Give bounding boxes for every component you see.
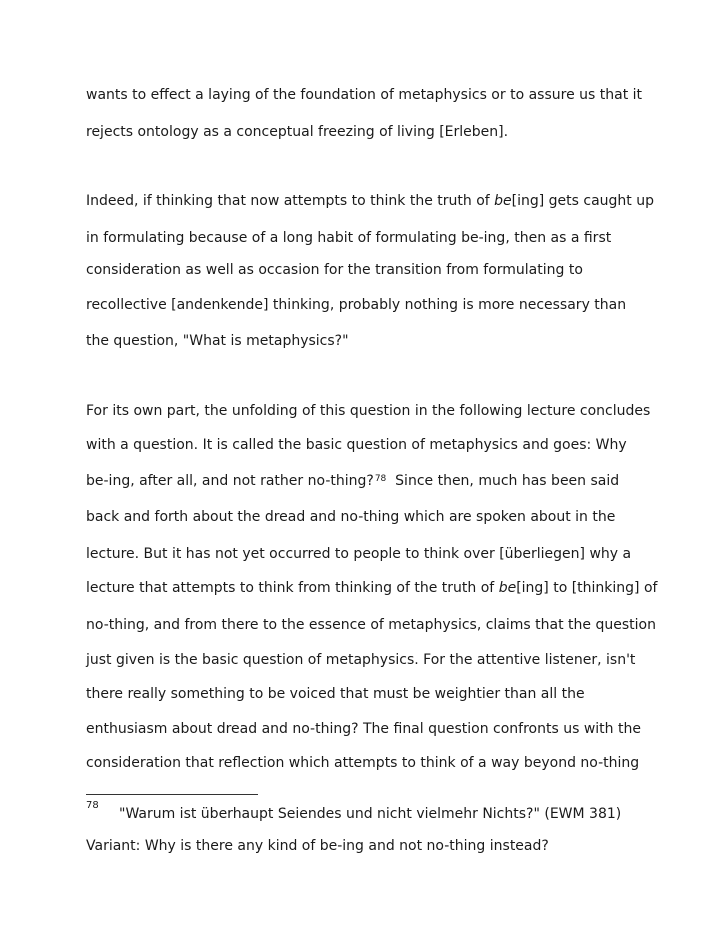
body-text-line: recollective [andenkende] thinking, probably nothing is more necessary than <box>86 297 627 313</box>
text-span: [ing] gets caught up <box>511 193 655 209</box>
body-text-line: For its own part, the unfolding of this question in the following lecture concludes <box>86 403 651 419</box>
footnote-number: 78 <box>86 800 99 811</box>
body-text-line <box>86 579 657 597</box>
body-text-line: just given is the basic question of metaphysics. For the attentive listener, isn't <box>86 652 636 668</box>
footnote-text: "Warum ist überhaupt Seiendes und nicht vielmehr Nichts?" (EWM 381) <box>119 806 622 822</box>
footnote-variant: Variant: Why is there any kind of be-ing and not no-thing instead? <box>86 838 549 854</box>
emphasis-be: be <box>498 580 517 596</box>
footnote-separator <box>86 794 258 795</box>
body-text-line: consideration that reflection which attempts to think of a way beyond no-thing <box>86 755 640 771</box>
body-text-line: in formulating because of a long habit of formulating be-ing, then as a first <box>86 230 612 246</box>
body-text-line: no-thing, and from there to the essence of metaphysics, claims that the question <box>86 617 656 633</box>
text-span: lecture that attempts to think from thinking of the truth of <box>86 580 499 596</box>
body-text-line: the question, "What is metaphysics?" <box>86 333 349 349</box>
text-span: be-ing, after all, and not rather no-thing? <box>86 473 374 489</box>
body-text-line: consideration as well as occasion for the transition from formulating to <box>86 262 583 278</box>
body-text-line: rejects ontology as a conceptual freezing of living [Erleben]. <box>86 124 509 140</box>
body-text-line: enthusiasm about dread and no-thing? The final question confronts us with the <box>86 721 641 737</box>
body-text-line: there really something to be voiced that must be weightier than all the <box>86 686 585 702</box>
footnote-reference[interactable]: 78 <box>374 474 387 484</box>
emphasis-be: be <box>494 193 512 209</box>
body-text-line: back and forth about the dread and no-thing which are spoken about in the <box>86 509 616 525</box>
body-text-line <box>86 472 619 490</box>
text-span: Since then, much has been said <box>386 473 620 489</box>
text-span: Indeed, if thinking that now attempts to think the truth of <box>86 193 495 209</box>
body-text-line <box>86 192 654 210</box>
body-text-line: wants to effect a laying of the foundation of metaphysics or to assure us that it <box>86 87 643 103</box>
body-text-line: with a question. It is called the basic question of metaphysics and goes: Why <box>86 437 627 453</box>
text-span: [ing] to [thinking] of <box>516 580 658 596</box>
body-text-line: lecture. But it has not yet occurred to people to think over [überliegen] why a <box>86 546 632 562</box>
